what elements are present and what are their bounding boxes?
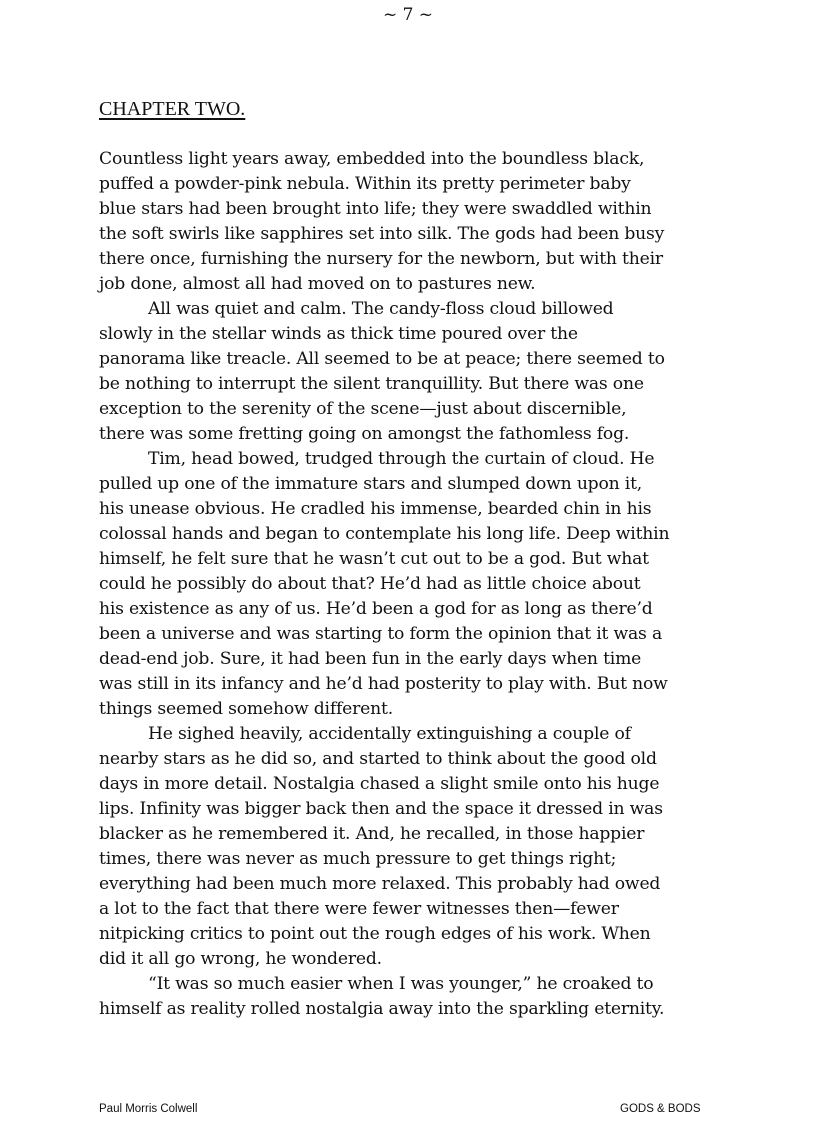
text-line: pulled up one of the immature stars and slumped down upon it, xyxy=(99,474,643,494)
text-line: his unease obvious. He cradled his immense, bearded chin in his xyxy=(99,499,652,519)
text-line: blue stars had been brought into life; they were swaddled within xyxy=(99,199,652,219)
text-line: been a universe and was starting to form the opinion that it was a xyxy=(99,624,662,644)
text-line: puffed a powder-pink nebula. Within its pretty perimeter baby xyxy=(99,174,631,194)
text-line: job done, almost all had moved on to pastures new. xyxy=(99,274,536,294)
text-line: slowly in the stellar winds as thick time poured over the xyxy=(99,324,578,344)
text-line: Countless light years away, embedded into the boundless black, xyxy=(99,149,645,169)
text-line: was still in its infancy and he’d had posterity to play with. But now xyxy=(99,674,668,694)
text-line: things seemed somehow different. xyxy=(99,699,393,719)
paragraph-first-line: He sighed heavily, accidentally extinguishing a couple of xyxy=(148,724,631,744)
text-line: there once, furnishing the nursery for the newborn, but with their xyxy=(99,249,663,269)
text-line: blacker as he remembered it. And, he recalled, in those happier xyxy=(99,824,645,844)
text-line: himself, he felt sure that he wasn’t cut out to be a god. But what xyxy=(99,549,649,569)
footer-author: Paul Morris Colwell xyxy=(99,1103,198,1115)
text-line: the soft swirls like sapphires set into silk. The gods had been busy xyxy=(99,224,665,244)
text-line: a lot to the fact that there were fewer witnesses then—fewer xyxy=(99,899,619,919)
chapter-body-text xyxy=(99,147,719,1022)
paragraph-first-line: Tim, head bowed, trudged through the curtain of cloud. He xyxy=(148,449,655,469)
text-line: nitpicking critics to point out the rough edges of his work. When xyxy=(99,924,651,944)
text-line: there was some fretting going on amongst the fathomless fog. xyxy=(99,424,630,444)
chapter-title: CHAPTER TWO. xyxy=(99,98,246,120)
text-line: dead-end job. Sure, it had been fun in the early days when time xyxy=(99,649,642,669)
text-line: panorama like treacle. All seemed to be at peace; there seemed to xyxy=(99,349,665,369)
footer-book-title: GODS & BODS xyxy=(620,1103,701,1115)
text-line: be nothing to interrupt the silent tranquillity. But there was one xyxy=(99,374,644,394)
text-line: days in more detail. Nostalgia chased a slight smile onto his huge xyxy=(99,774,660,794)
text-line: exception to the serenity of the scene—just about discernible, xyxy=(99,399,627,419)
text-line: lips. Infinity was bigger back then and the space it dressed in was xyxy=(99,799,663,819)
text-line: his existence as any of us. He’d been a god for as long as there’d xyxy=(99,599,653,619)
text-line: could he possibly do about that? He’d had as little choice about xyxy=(99,574,641,594)
text-line: colossal hands and began to contemplate his long life. Deep within xyxy=(99,524,670,544)
text-line: everything had been much more relaxed. This probably had owed xyxy=(99,874,661,894)
text-line: did it all go wrong, he wondered. xyxy=(99,949,382,969)
text-line: nearby stars as he did so, and started to think about the good old xyxy=(99,749,657,769)
text-line: himself as reality rolled nostalgia away into the sparkling eternity. xyxy=(99,999,665,1019)
page-number: ~ 7 ~ xyxy=(382,5,434,25)
paragraph-first-line: “It was so much easier when I was younger,” he croaked to xyxy=(148,974,654,994)
paragraph-first-line: All was quiet and calm. The candy-floss cloud billowed xyxy=(148,299,614,319)
text-line: times, there was never as much pressure to get things right; xyxy=(99,849,617,869)
